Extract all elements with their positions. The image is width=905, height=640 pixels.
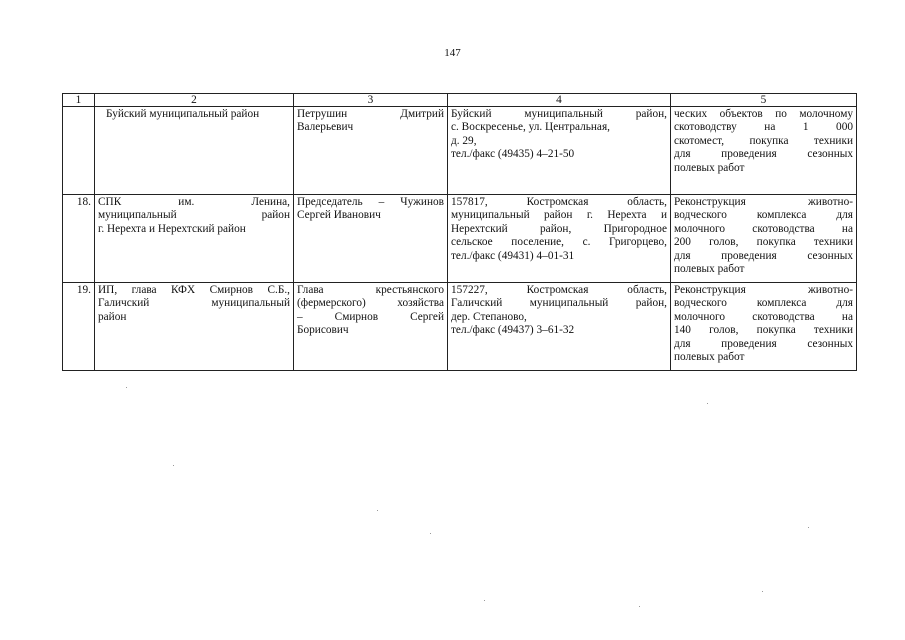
scan-speck <box>430 533 431 534</box>
table-header-row <box>63 94 857 107</box>
head-person-cell <box>294 283 448 371</box>
cell-line: Борисович <box>297 324 349 337</box>
cell-line: Реконструкция животно- <box>674 196 853 208</box>
row-number <box>63 107 95 195</box>
project-cell <box>671 107 857 195</box>
cell-line: Петрушин Дмитрий <box>297 108 444 120</box>
organization-name-cell <box>95 283 294 371</box>
head-person-cell <box>294 107 448 195</box>
scan-speck <box>484 600 485 601</box>
column-header: 3 <box>294 94 448 107</box>
page-number: 147 <box>444 47 461 59</box>
table-row <box>63 195 857 283</box>
cell-line: молочного скотоводства на <box>674 222 853 235</box>
table-row <box>63 107 857 195</box>
cell-line: 140 голов, покупка техники <box>674 324 853 337</box>
cell-line: Глава крестьянского <box>297 284 444 296</box>
address-cell <box>448 107 671 195</box>
cell-line: Председатель – Чужинов <box>297 196 444 208</box>
cell-line: полевых работ <box>674 263 745 276</box>
cell-line: – Смирнов Сергей <box>297 310 444 323</box>
address-cell <box>448 195 671 283</box>
cell-line: скотомест, покупка техники <box>674 134 853 147</box>
cell-line: (фермерского) хозяйства <box>297 297 444 310</box>
scan-speck <box>639 606 640 607</box>
cell-line: 200 голов, покупка техники <box>674 236 853 249</box>
scan-speck <box>126 387 127 388</box>
cell-line: тел./факс (49431) 4–01-31 <box>451 249 575 262</box>
scan-speck <box>707 403 708 404</box>
cell-line: молочного скотоводства на <box>674 310 853 323</box>
cell-line: тел./факс (49437) 3–61-32 <box>451 324 575 337</box>
cell-line: ческих объектов по молочному <box>674 108 853 120</box>
organization-name-cell <box>95 107 294 195</box>
scan-speck <box>762 591 763 592</box>
table-row <box>63 283 857 371</box>
row-number: 19. <box>63 283 95 371</box>
scan-speck <box>808 527 809 528</box>
cell-line: тел./факс (49435) 4–21-50 <box>451 148 575 161</box>
cell-line: для проведения сезонных <box>674 148 853 161</box>
cell-line: ИП, глава КФХ Смирнов С.Б., <box>98 284 290 296</box>
organizations-table <box>62 93 857 371</box>
cell-line: водческого комплекса для <box>674 297 853 310</box>
cell-line: район <box>98 310 127 323</box>
cell-line: Буйский муниципальный район, <box>451 108 667 120</box>
cell-line: Галичский муниципальный район, <box>451 297 667 310</box>
cell-line: полевых работ <box>674 161 745 174</box>
cell-line: полевых работ <box>674 351 745 364</box>
cell-line: Галичский муниципальный <box>98 297 290 310</box>
cell-line: с. Воскресенье, ул. Центральная, <box>451 121 610 134</box>
organization-name-cell <box>95 195 294 283</box>
cell-line: водческого комплекса для <box>674 209 853 222</box>
project-cell <box>671 283 857 371</box>
scan-speck <box>377 510 378 511</box>
cell-line: Валерьевич <box>297 121 354 134</box>
column-header: 1 <box>63 94 95 107</box>
project-cell <box>671 195 857 283</box>
cell-line: 157817, Костромская область, <box>451 196 667 208</box>
cell-line: муниципальный район <box>98 209 290 222</box>
head-person-cell <box>294 195 448 283</box>
column-header: 5 <box>671 94 857 107</box>
column-header: 4 <box>448 94 671 107</box>
cell-line: дер. Степаново, <box>451 310 527 323</box>
cell-line: Сергей Иванович <box>297 209 381 222</box>
cell-line: Буйский муниципальный район <box>106 108 260 120</box>
address-cell <box>448 283 671 371</box>
cell-line: Нерехтский район, Пригородное <box>451 222 667 235</box>
cell-line: СПК им. Ленина, <box>98 196 290 208</box>
cell-line: скотоводству на 1 000 <box>674 121 853 134</box>
cell-line: г. Нерехта и Нерехтский район <box>98 222 246 235</box>
cell-line: сельское поселение, с. Григорцево, <box>451 236 667 249</box>
cell-line: д. 29, <box>451 134 477 147</box>
column-header: 2 <box>95 94 294 107</box>
cell-line: 157227, Костромская область, <box>451 284 667 296</box>
cell-line: Реконструкция животно- <box>674 284 853 296</box>
cell-line: для проведения сезонных <box>674 249 853 262</box>
row-number: 18. <box>63 195 95 283</box>
scan-speck <box>173 465 174 466</box>
cell-line: для проведения сезонных <box>674 337 853 350</box>
cell-line: муниципальный район г. Нерехта и <box>451 209 667 222</box>
